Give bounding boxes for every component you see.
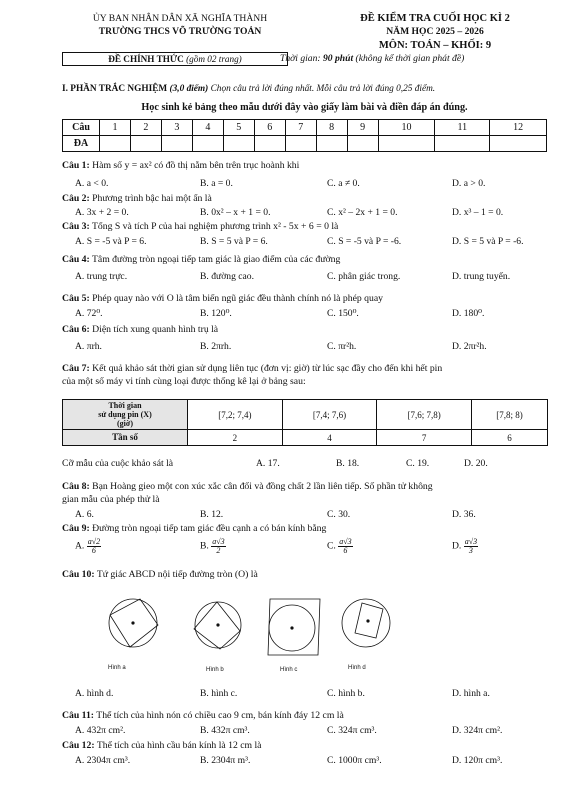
q6-option-b: B. 2πrh. xyxy=(200,341,232,352)
q8-option-b: B. 12. xyxy=(200,509,224,520)
option-letter: A. xyxy=(75,540,85,552)
q9-option-a xyxy=(75,538,101,555)
figure-c xyxy=(268,599,320,655)
question-7 xyxy=(62,363,442,374)
figure-b xyxy=(194,602,241,649)
question-label: Câu 8: xyxy=(62,481,90,492)
q1-option-b: B. a = 0. xyxy=(200,178,233,189)
quadrilateral-figures xyxy=(100,585,410,680)
department-name: ỦY BAN NHÂN DÂN XÃ NGHĨA THÀNH xyxy=(92,13,268,24)
q10-option-c: C. hình b. xyxy=(327,688,365,699)
q2-option-b: B. 0x² – x + 1 = 0. xyxy=(200,207,271,218)
figure-d xyxy=(342,599,390,647)
q2-option-a: A. 3x + 2 = 0. xyxy=(75,207,129,218)
answer-col-1: 1 xyxy=(100,120,131,136)
question-label: Câu 3: xyxy=(62,221,90,232)
question-3 xyxy=(62,221,338,232)
answer-cell xyxy=(100,136,131,152)
question-text: Phương trình bậc hai một ẩn là xyxy=(92,193,212,204)
figure-a xyxy=(109,599,158,647)
q6-option-d: D. 2πr²h. xyxy=(452,341,487,352)
q7-option-a: A. 17. xyxy=(256,458,280,469)
fraction xyxy=(211,538,225,555)
numerator: a√3 xyxy=(464,537,478,546)
answer-table-header-row xyxy=(63,120,547,136)
question-7-prompt: Cỡ mẫu của cuộc khảo sát là xyxy=(62,458,174,469)
q7-option-d: D. 20. xyxy=(464,458,488,469)
q3-option-d: D. S = 5 và P = -6. xyxy=(452,236,524,247)
option-letter: D. xyxy=(452,540,462,552)
q1-option-c: C. a ≠ 0. xyxy=(327,178,360,189)
question-text: Thể tích của hình cầu bán kính là 12 cm là xyxy=(96,740,262,751)
answer-col-10: 10 xyxy=(378,120,435,136)
section-title: I. PHẦN TRẮC NGHIỆM xyxy=(62,84,168,94)
q5-option-a: A. 72⁰. xyxy=(75,308,103,319)
answer-col-3: 3 xyxy=(161,120,192,136)
q4-option-c: C. phân giác trong. xyxy=(327,271,401,282)
denominator: 6 xyxy=(91,546,96,555)
answer-cell xyxy=(347,136,378,152)
q8-option-a: A. 6. xyxy=(75,509,94,520)
question-label: Câu 12: xyxy=(62,740,95,751)
pages-note: (gồm 02 trang) xyxy=(186,54,242,64)
frequency-table-interval-row xyxy=(63,400,548,430)
q11-option-d: D. 324π cm². xyxy=(452,725,503,736)
question-label: Câu 7: xyxy=(62,363,90,374)
interval-cell: [7,6; 7,8) xyxy=(377,400,472,430)
answer-table-answer-row xyxy=(63,136,547,152)
question-text: Thể tích của hình nón có chiều cao 9 cm, bán kính đáy 12 cm là xyxy=(96,710,344,721)
section-points: (3,0 điểm) xyxy=(169,84,209,94)
question-4 xyxy=(62,254,340,265)
question-label: Câu 6: xyxy=(62,324,90,335)
section-instruction: Chọn câu trả lời đúng nhất. Mỗi câu trả lời đúng 0,25 điểm. xyxy=(210,84,436,94)
question-10 xyxy=(62,569,258,580)
table-instruction: Học sinh kẻ bảng theo mẫu dưới đây vào giấy làm bài và điền đáp án đúng. xyxy=(141,102,468,113)
q1-option-a: A. a < 0. xyxy=(75,178,109,189)
question-text: Tâm đường tròn ngoại tiếp tam giác là giao điểm của các đường xyxy=(91,254,341,265)
official-label: ĐỀ CHÍNH THỨC xyxy=(108,54,184,64)
frequency-table xyxy=(62,399,548,446)
answer-col-11: 11 xyxy=(435,120,490,136)
q10-option-a: A. hình d. xyxy=(75,688,114,699)
exam-title: ĐỀ KIỂM TRA CUỐI HỌC KÌ 2 xyxy=(360,13,510,24)
q11-option-b: B. 432π cm³. xyxy=(200,725,250,736)
answer-col-4: 4 xyxy=(192,120,223,136)
answer-cell xyxy=(285,136,316,152)
q2-option-d: D. x³ – 1 = 0. xyxy=(452,207,504,218)
q10-option-d: D. hình a. xyxy=(452,688,490,699)
question-8 xyxy=(62,481,433,492)
question-7-line2: của một số máy vi tính cùng loại được thống kê lại ở bảng sau: xyxy=(62,376,306,387)
question-8-line2: gian mẫu của phép thử là xyxy=(62,494,160,505)
question-text: Tổng S và tích P của hai nghiệm phương trình x² - 5x + 6 = 0 là xyxy=(91,221,339,232)
interval-cell: [7,8; 8) xyxy=(471,400,547,430)
answer-table xyxy=(62,119,547,152)
official-exam-box xyxy=(62,52,288,66)
numerator: a√2 xyxy=(87,537,101,546)
question-9 xyxy=(62,523,326,534)
answer-col-6: 6 xyxy=(254,120,285,136)
question-11 xyxy=(62,710,344,721)
time-value: 90 phút xyxy=(322,53,354,64)
question-text: Kết quả khảo sát thời gian sử dụng liên tục (đơn vị: giờ) từ lúc sạc đầy cho đến khi hết pin xyxy=(92,363,443,374)
question-label: Câu 10: xyxy=(62,569,95,580)
fraction xyxy=(338,538,352,555)
q3-option-b: B. S = 5 và P = 6. xyxy=(200,236,268,247)
q3-option-a: A. S = -5 và P = 6. xyxy=(75,236,147,247)
q12-option-b: B. 2304π m³. xyxy=(200,755,251,766)
q5-option-c: C. 150⁰. xyxy=(327,308,359,319)
q5-option-d: D. 180⁰. xyxy=(452,308,485,319)
question-label: Câu 9: xyxy=(62,523,90,534)
fraction xyxy=(464,538,478,555)
time-label: Thời gian: xyxy=(280,53,321,64)
figure-label-d: Hình d xyxy=(348,665,366,671)
q4-option-d: D. trung tuyến. xyxy=(452,271,511,282)
q9-option-b xyxy=(200,538,226,555)
q8-option-d: D. 36. xyxy=(452,509,476,520)
q9-option-c xyxy=(327,538,353,555)
header-line: (giờ) xyxy=(117,419,133,428)
question-label: Câu 11: xyxy=(62,710,95,721)
header-line: Thời gian xyxy=(108,401,142,410)
q3-option-c: C. S = -5 và P = -6. xyxy=(327,236,402,247)
answer-cell xyxy=(223,136,254,152)
question-6 xyxy=(62,324,218,335)
q9-option-d xyxy=(452,538,478,555)
question-text: Tứ giác ABCD nội tiếp đường tròn (O) là xyxy=(96,569,258,580)
answer-col-12: 12 xyxy=(490,120,547,136)
q12-option-d: D. 120π cm³. xyxy=(452,755,503,766)
q11-option-c: C. 324π cm³. xyxy=(327,725,377,736)
frequency-cell: 4 xyxy=(282,430,377,446)
question-text: Diện tích xung quanh hình trụ là xyxy=(92,324,219,335)
denominator: 2 xyxy=(216,546,221,555)
numerator: a√3 xyxy=(212,537,225,546)
header-line: sử dụng pin (X) xyxy=(98,410,152,419)
figure-label-c: Hình c xyxy=(280,667,298,673)
interval-cell: [7,4; 7,6) xyxy=(282,400,377,430)
q7-option-b: B. 18. xyxy=(336,458,360,469)
q4-option-b: B. đường cao. xyxy=(200,271,254,282)
interval-cell: [7,2; 7,4) xyxy=(188,400,283,430)
question-12 xyxy=(62,740,261,751)
question-text: Bạn Hoàng gieo một con xúc xắc cân đối và đồng chất 2 lần liên tiếp. Số phần tử không xyxy=(92,481,433,492)
answer-cell xyxy=(130,136,161,152)
question-5 xyxy=(62,293,383,304)
denominator: 6 xyxy=(343,546,348,555)
frequency-table-freq-row xyxy=(63,430,548,446)
question-label: Câu 1: xyxy=(62,160,90,171)
q4-option-a: A. trung trực. xyxy=(75,271,128,282)
q5-option-b: B. 120⁰. xyxy=(200,308,232,319)
answer-col-8: 8 xyxy=(316,120,347,136)
answer-table-label-da: ĐA xyxy=(63,136,100,152)
q1-option-d: D. a > 0. xyxy=(452,178,486,189)
q6-option-c: C. πr²h. xyxy=(327,341,357,352)
option-letter: C. xyxy=(327,540,336,552)
q7-option-c: C. 19. xyxy=(406,458,430,469)
answer-col-9: 9 xyxy=(347,120,378,136)
question-1 xyxy=(62,160,299,171)
q10-option-b: B. hình c. xyxy=(200,688,238,699)
answer-cell xyxy=(192,136,223,152)
denominator: 3 xyxy=(468,546,473,555)
time-line xyxy=(280,53,464,64)
option-letter: B. xyxy=(200,540,209,552)
fraction xyxy=(87,538,101,555)
frequency-label: Tần số xyxy=(63,430,188,446)
numerator: a√3 xyxy=(339,537,352,546)
answer-cell xyxy=(254,136,285,152)
school-year: NĂM HỌC 2025 – 2026 xyxy=(386,26,484,37)
question-text: Phép quay nào với O là tâm biến ngũ giác đều thành chính nó là phép quay xyxy=(92,293,383,304)
question-label: Câu 2: xyxy=(62,193,90,204)
q2-option-c: C. x² – 2x + 1 = 0. xyxy=(327,207,398,218)
frequency-cell: 2 xyxy=(188,430,283,446)
answer-cell xyxy=(490,136,547,152)
answer-col-7: 7 xyxy=(285,120,316,136)
question-2 xyxy=(62,193,212,204)
q8-option-c: C. 30. xyxy=(327,509,351,520)
subject-line: MÔN: TOÁN – KHỐI: 9 xyxy=(378,40,492,51)
question-label: Câu 4: xyxy=(62,254,90,265)
q6-option-a: A. πrh. xyxy=(75,341,102,352)
answer-cell xyxy=(316,136,347,152)
q11-option-a: A. 432π cm². xyxy=(75,725,126,736)
frequency-cell: 6 xyxy=(471,430,547,446)
section-heading xyxy=(62,84,435,94)
frequency-cell: 7 xyxy=(377,430,472,446)
question-label: Câu 5: xyxy=(62,293,90,304)
answer-cell xyxy=(161,136,192,152)
q12-option-c: C. 1000π cm³. xyxy=(327,755,382,766)
figure-label-b: Hình b xyxy=(206,667,224,673)
answer-col-2: 2 xyxy=(130,120,161,136)
q12-option-a: A. 2304π cm³. xyxy=(75,755,131,766)
question-text: Đường tròn ngoại tiếp tam giác đều cạnh a có bán kính bằng xyxy=(92,523,327,534)
school-name: TRƯỜNG THCS VÕ TRƯỜNG TOẢN xyxy=(98,26,262,37)
answer-col-5: 5 xyxy=(223,120,254,136)
answer-cell xyxy=(435,136,490,152)
answer-table-label-cau: Câu xyxy=(63,120,100,136)
answer-cell xyxy=(378,136,435,152)
question-text: Hàm số y = ax² có đồ thị nằm bên trên trục hoành khi xyxy=(92,160,300,171)
figure-label-a: Hình a xyxy=(108,665,126,671)
time-note: (không kể thời gian phát đề) xyxy=(355,53,465,64)
frequency-table-header xyxy=(63,400,188,430)
